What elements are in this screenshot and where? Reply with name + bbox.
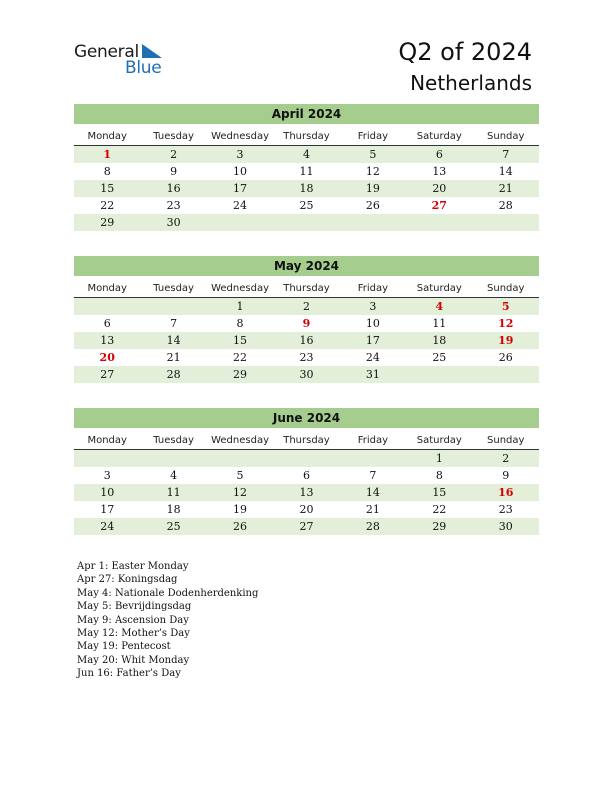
- weekday-label: Sunday: [487, 131, 525, 142]
- weekday-label: Friday: [357, 435, 389, 446]
- day-cell: 31: [365, 368, 380, 381]
- holiday-note: May 19: Pentecost: [77, 641, 171, 653]
- weekday-label: Saturday: [416, 435, 462, 446]
- week-row: [74, 518, 539, 535]
- day-cell: 3: [236, 148, 244, 161]
- generalblue-logo: [74, 42, 174, 78]
- day-cell: 2: [302, 300, 310, 313]
- day-cell: 10: [233, 165, 248, 178]
- day-cell: 8: [103, 165, 111, 178]
- empty-day-cell: [74, 450, 140, 467]
- weekday-header-row: [74, 432, 539, 450]
- weekday-header-row: [74, 128, 539, 146]
- day-cell: 8: [435, 469, 443, 482]
- day-cell: 27: [431, 199, 447, 212]
- day-cell: 14: [365, 486, 380, 499]
- holiday-note: Apr 1: Easter Monday: [77, 561, 189, 572]
- day-cell: 30: [299, 368, 314, 381]
- empty-day-cell: [406, 214, 472, 231]
- day-cell: 14: [498, 165, 513, 178]
- day-cell: 15: [100, 182, 115, 195]
- empty-day-cell: [140, 450, 206, 467]
- day-cell: 22: [432, 503, 447, 516]
- day-cell: 5: [369, 148, 377, 161]
- weekday-label: Monday: [87, 435, 127, 446]
- empty-day-cell: [473, 214, 539, 231]
- day-cell: 1: [435, 452, 443, 465]
- month-header: May 2024: [74, 256, 539, 276]
- day-cell: 23: [498, 503, 513, 516]
- weekday-label: Wednesday: [211, 435, 269, 446]
- week-row: [74, 501, 539, 518]
- day-cell: 20: [299, 503, 314, 516]
- weekday-header-row: [74, 280, 539, 298]
- day-cell: 16: [498, 486, 514, 499]
- empty-day-cell: [273, 450, 339, 467]
- week-row: [74, 366, 539, 383]
- weekday-label: Wednesday: [211, 131, 269, 142]
- day-cell: 12: [365, 165, 380, 178]
- weekday-label: Thursday: [283, 131, 330, 142]
- weekday-label: Sunday: [487, 283, 525, 294]
- day-cell: 18: [166, 503, 181, 516]
- day-cell: 3: [369, 300, 377, 313]
- day-cell: 29: [100, 216, 115, 229]
- day-cell: 20: [432, 182, 447, 195]
- holiday-notes: [77, 560, 258, 681]
- weekday-label: Tuesday: [153, 435, 194, 446]
- day-cell: 7: [369, 469, 377, 482]
- week-row: [74, 450, 539, 467]
- day-cell: 4: [302, 148, 310, 161]
- day-cell: 11: [432, 317, 447, 330]
- holiday-note: May 5: Bevrijdingsdag: [77, 601, 192, 613]
- day-cell: 19: [365, 182, 380, 195]
- day-cell: 9: [302, 317, 311, 330]
- day-cell: 9: [170, 165, 178, 178]
- day-cell: 14: [166, 334, 181, 347]
- day-cell: 24: [100, 520, 115, 533]
- day-cell: 6: [435, 148, 443, 161]
- day-cell: 5: [236, 469, 244, 482]
- day-cell: 11: [166, 486, 181, 499]
- week-row: [74, 332, 539, 349]
- week-row: [74, 163, 539, 180]
- day-cell: 25: [299, 199, 314, 212]
- empty-day-cell: [340, 214, 406, 231]
- day-cell: 7: [170, 317, 178, 330]
- empty-day-cell: [406, 366, 472, 383]
- day-cell: 13: [299, 486, 314, 499]
- weekday-label: Sunday: [487, 435, 525, 446]
- day-cell: 28: [498, 199, 513, 212]
- calendar-april: [74, 104, 539, 231]
- day-cell: 16: [299, 334, 314, 347]
- day-cell: 26: [233, 520, 248, 533]
- empty-day-cell: [473, 366, 539, 383]
- empty-day-cell: [273, 214, 339, 231]
- week-row: [74, 180, 539, 197]
- country-name: Netherlands: [410, 71, 532, 95]
- day-cell: 27: [299, 520, 314, 533]
- weekday-label: Monday: [87, 283, 127, 294]
- weekday-label: Tuesday: [153, 283, 194, 294]
- day-cell: 15: [233, 334, 248, 347]
- week-row: [74, 197, 539, 214]
- empty-day-cell: [74, 298, 140, 315]
- day-cell: 19: [233, 503, 248, 516]
- month-header: June 2024: [74, 408, 539, 428]
- holiday-note: May 12: Mother’s Day: [77, 627, 190, 639]
- day-cell: 17: [100, 503, 115, 516]
- calendar-may: [74, 256, 539, 383]
- day-cell: 25: [432, 351, 447, 364]
- day-cell: 2: [170, 148, 178, 161]
- day-cell: 1: [236, 300, 244, 313]
- day-cell: 28: [365, 520, 380, 533]
- weekday-label: Friday: [357, 131, 389, 142]
- day-cell: 3: [103, 469, 111, 482]
- day-cell: 7: [502, 148, 510, 161]
- day-cell: 30: [498, 520, 513, 533]
- day-cell: 22: [233, 351, 248, 364]
- day-cell: 4: [170, 469, 178, 482]
- calendar-june: [74, 408, 539, 535]
- day-cell: 4: [435, 300, 444, 313]
- day-cell: 2: [502, 452, 510, 465]
- day-cell: 12: [233, 486, 248, 499]
- day-cell: 5: [501, 300, 510, 313]
- day-cell: 16: [166, 182, 181, 195]
- day-cell: 21: [365, 503, 380, 516]
- week-row: [74, 146, 539, 163]
- day-cell: 10: [100, 486, 115, 499]
- weekday-label: Friday: [357, 283, 389, 294]
- logo-word-blue: Blue: [125, 58, 162, 78]
- day-cell: 17: [365, 334, 380, 347]
- empty-day-cell: [207, 450, 273, 467]
- month-header: April 2024: [74, 104, 539, 124]
- week-row: [74, 467, 539, 484]
- week-row: [74, 315, 539, 332]
- weekday-label: Tuesday: [153, 131, 194, 142]
- day-cell: 22: [100, 199, 115, 212]
- day-cell: 6: [302, 469, 310, 482]
- day-cell: 29: [233, 368, 248, 381]
- weekday-label: Wednesday: [211, 283, 269, 294]
- weekday-label: Monday: [87, 131, 127, 142]
- logo-word-general: General: [74, 42, 139, 62]
- day-cell: 24: [233, 199, 248, 212]
- day-cell: 26: [365, 199, 380, 212]
- day-cell: 28: [166, 368, 181, 381]
- day-cell: 24: [365, 351, 380, 364]
- week-row: [74, 484, 539, 501]
- holiday-note: May 4: Nationale Dodenherdenking: [77, 587, 259, 599]
- day-cell: 9: [502, 469, 510, 482]
- empty-day-cell: [207, 214, 273, 231]
- holiday-note: May 20: Whit Monday: [77, 654, 190, 666]
- week-row: [74, 214, 539, 231]
- day-cell: 8: [236, 317, 244, 330]
- day-cell: 19: [498, 334, 514, 347]
- day-cell: 18: [299, 182, 314, 195]
- day-cell: 13: [100, 334, 115, 347]
- day-cell: 26: [498, 351, 513, 364]
- day-cell: 23: [299, 351, 314, 364]
- day-cell: 12: [498, 317, 514, 330]
- day-cell: 21: [498, 182, 513, 195]
- empty-day-cell: [340, 450, 406, 467]
- weekday-label: Saturday: [416, 283, 462, 294]
- day-cell: 25: [166, 520, 181, 533]
- day-cell: 15: [432, 486, 447, 499]
- day-cell: 20: [99, 351, 115, 364]
- week-row: [74, 298, 539, 315]
- holiday-note: May 9: Ascension Day: [77, 614, 189, 626]
- empty-day-cell: [140, 298, 206, 315]
- day-cell: 10: [365, 317, 380, 330]
- day-cell: 17: [233, 182, 248, 195]
- day-cell: 29: [432, 520, 447, 533]
- weekday-label: Thursday: [283, 283, 330, 294]
- day-cell: 30: [166, 216, 181, 229]
- day-cell: 13: [432, 165, 447, 178]
- week-row: [74, 349, 539, 366]
- page-title: Q2 of 2024: [398, 38, 532, 66]
- day-cell: 1: [103, 148, 112, 161]
- weekday-label: Saturday: [416, 131, 462, 142]
- holiday-note: Apr 27: Koningsdag: [77, 574, 178, 586]
- day-cell: 21: [166, 351, 181, 364]
- day-cell: 18: [432, 334, 447, 347]
- day-cell: 23: [166, 199, 181, 212]
- weekday-label: Thursday: [283, 435, 330, 446]
- holiday-note: Jun 16: Father’s Day: [77, 668, 181, 680]
- day-cell: 11: [299, 165, 314, 178]
- day-cell: 27: [100, 368, 115, 381]
- day-cell: 6: [103, 317, 111, 330]
